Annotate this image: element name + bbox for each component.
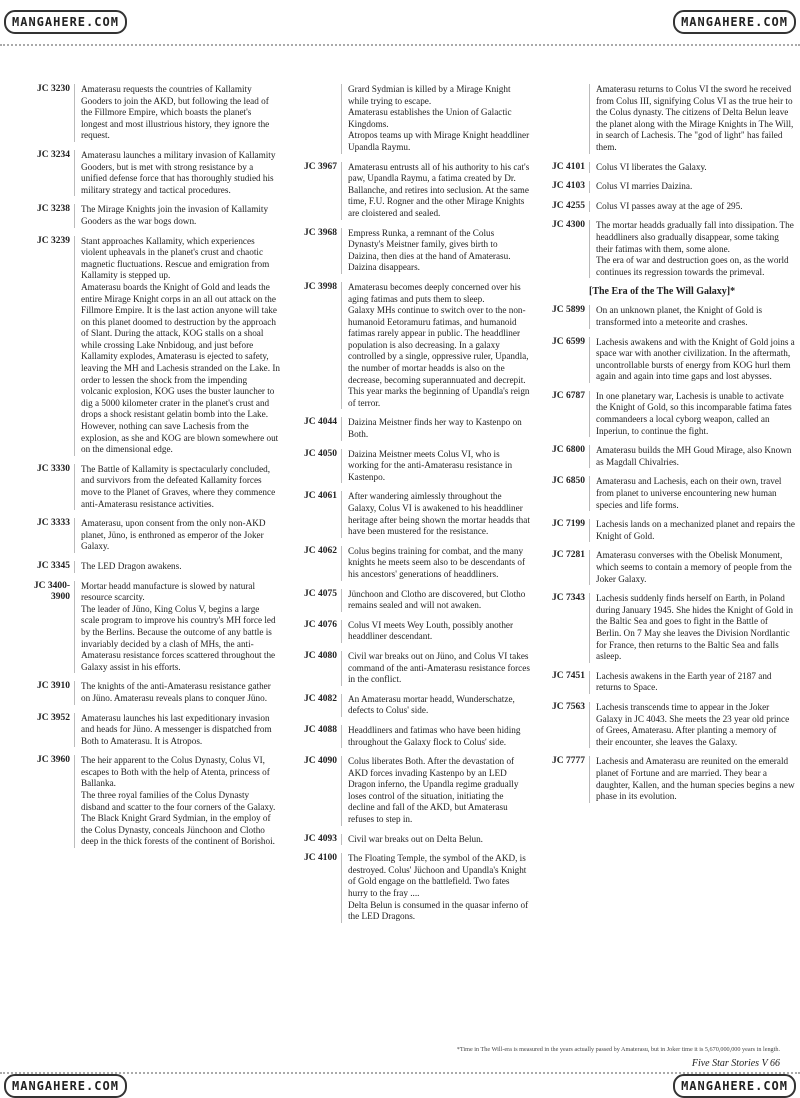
entry-text: The heir apparent to the Colus Dynasty, Colus VI, escapes to Both with the help of Atenta, princess of Ballanka. The three royal families of the Colus Dynasty disband and scatter to the four corners of the Galaxy. The Black Knight Grard Sydmian, in the employ of the Colus Dynasty, conceals Jünchoon and Clotho deep in the thick forests of the continent of Borishoi. — [74, 755, 280, 848]
entry-date: JC 6787 — [552, 390, 585, 401]
entry-date: JC 7199 — [552, 519, 585, 530]
entry-text: Mortar headd manufacture is slowed by natural resource scarcity. The leader of Jüno, King Colus V, begins a large scale program to improve his country's MH force led by the Berlins. Because the outcome of any battle is invariably decided by a clash of MHs, the anti-Amaterasu resistance forces scattered throughout the Galaxy assist in his efforts. — [74, 581, 280, 674]
entry-text: On an unknown planet, the Knight of Gold is transformed into a meteorite and crashes. — [589, 305, 795, 328]
entry-date: JC 4062 — [304, 545, 337, 556]
entry-text: Amaterasu launches his last expeditionary invasion and heads for Jüno. A messenger is dispatched from Both to Amaterasu. It is Atropos. — [74, 713, 280, 748]
timeline-entry — [533, 476, 795, 511]
entry-date: JC 3238 — [37, 204, 70, 215]
timeline-entry — [533, 519, 795, 542]
entry-text: Lachesis lands on a mechanized planet and repairs the Knight of Gold. — [589, 519, 795, 542]
entry-text: Amaterasu becomes deeply concerned over his aging fatimas and puts them to sleep. Galaxy MHs continue to switch over to the non-humanoid Eetoramuru fatimas, and humanoid fatimas rarely appear in public. The headdliner population is also decreasing. In a galaxy controlled by a single, oppressive ruler, Upandla, the number of mortar headds is also on the decrease, becoming superannuated and decrepit. This year marks the beginning of Upandla's reign of terror. — [341, 282, 530, 410]
entry-date: JC 3960 — [37, 755, 70, 766]
entry-date: JC 6850 — [552, 476, 585, 487]
timeline-entry — [18, 518, 280, 553]
timeline-entry — [18, 204, 280, 227]
timeline-entry — [285, 853, 530, 923]
entry-date: JC 7451 — [552, 670, 585, 681]
timeline-entry — [533, 220, 795, 278]
entry-date: JC 4103 — [552, 181, 585, 192]
timeline-entry — [285, 162, 530, 220]
entry-date: JC 4050 — [304, 448, 337, 459]
entry-date: JC 3230 — [37, 84, 70, 94]
entry-date: JC 3967 — [304, 161, 337, 172]
timeline-entry — [533, 162, 795, 174]
entry-text: Colus VI passes away at the age of 295. — [589, 201, 795, 213]
timeline-entry — [285, 620, 530, 643]
entry-date: JC 3333 — [37, 518, 70, 529]
timeline-entry — [533, 702, 795, 748]
entry-text: Lachesis and Amaterasu are reunited on the emerald planet of Fortune and are married. They bear a daughter, Kallen, and the human species begins a new phase in its evolution. — [589, 756, 795, 802]
top-divider — [0, 44, 800, 46]
footnote: *Time in The Will-era is measured in the years actually passed by Amaterasu, but in Joker time it is 5,670,000,000 years in length. — [456, 1046, 780, 1053]
entry-text: Amaterasu and Lachesis, each on their own, travel from planet to universe encountering new human species and life forms. — [589, 476, 795, 511]
entry-date: JC 4300 — [552, 220, 585, 231]
entry-text: Daizina Meistner finds her way to Kastenpo on Both. — [341, 417, 530, 440]
timeline-entry — [533, 181, 795, 193]
entry-date: JC 4076 — [304, 619, 337, 630]
timeline-entry — [285, 417, 530, 440]
timeline-column-2 — [285, 84, 530, 931]
entry-date: JC 4082 — [304, 693, 337, 704]
entry-date: JC 3952 — [37, 712, 70, 723]
entry-date: JC 3998 — [304, 281, 337, 292]
entry-date: JC 4255 — [552, 200, 585, 211]
timeline-entry — [18, 581, 280, 674]
timeline-entry — [285, 834, 530, 846]
entry-text: The Battle of Kallamity is spectacularly concluded, and survivors from the defeated Kallamity forces move to the Planet of Graves, where they commence anti-Amaterasu resistance activities. — [74, 464, 280, 510]
entry-text: The mortar headds gradually fall into dissipation. The headdliners also gradually disappear, some taking their fatimas with them, some alone. The era of war and destruction goes on, as the world continues its regression towards the primeval. — [589, 220, 795, 278]
timeline-entry — [18, 713, 280, 748]
watermark-top-left: MANGAHERE.COM — [4, 10, 127, 34]
entry-text: Stant approaches Kallamity, which experiences violent upheavals in the planet's crust and chaotic magnetic fluctuations. Rescue and emigration from Kallamity is stepped up. Amaterasu boards the Knight of Gold and leads the entire Mirage Knight corps in an all out attack on the Fillmore Empire. It is the last action anyone will take on this planet doomed to destruction by the approach of Slant. During the attack, KOG stalls on a shoal while crossing Lake Nnbidoug, and just before Kallamity explodes, Amaterasu is ejected to safety, leaving the MH and Lachesis stranded on the Lake. In order to lessen the shock from the impending volcanic explosion, KOG uses the buster launcher to dig a 5000 kilometer crater in the planet's crust and drops a shock resistant gelatin bomb into the Lake. However, nothing can save Lachesis from the explosion, as she and KOG are blown somewhere out on the dimensional edge. — [74, 236, 280, 456]
timeline-entry — [533, 391, 795, 437]
timeline-entry — [285, 546, 530, 581]
timeline-entry — [533, 671, 795, 694]
entry-date: JC 7343 — [552, 593, 585, 604]
entry-text: Lachesis awakens in the Earth year of 2187 and returns to Space. — [589, 671, 795, 694]
entry-date: JC 6599 — [552, 336, 585, 347]
timeline-entry — [285, 282, 530, 410]
entry-date: JC 4075 — [304, 588, 337, 599]
entry-text: After wandering aimlessly throughout the Galaxy, Colus VI is awakened to his headdliner heritage after being shown the mortar headds that have been mustered for the resistance. — [341, 491, 530, 537]
entry-text: Colus VI liberates the Galaxy. — [589, 162, 795, 174]
watermark-bottom-right: MANGAHERE.COM — [673, 1074, 796, 1098]
entry-date: JC 4101 — [552, 161, 585, 172]
entry-text: Daizina Meistner meets Colus VI, who is working for the anti-Amaterasu resistance in Kastenpo. — [341, 449, 530, 484]
entry-date: JC 3910 — [37, 681, 70, 692]
timeline-entry — [285, 491, 530, 537]
entry-text: Civil war breaks out on Jüno, and Colus VI takes command of the anti-Amaterasu resistance forces in the conflict. — [341, 651, 530, 686]
entry-text: The Floating Temple, the symbol of the AKD, is destroyed. Colus' Jüchoon and Upandla's Knight of Gold engage on the battlefield. Two fates hurry to the fray .... Delta Belun is consumed in the quasar inferno of the LED Dragons. — [341, 853, 530, 923]
timeline-entry — [533, 756, 795, 802]
entry-text: The LED Dragon awakens. — [74, 561, 280, 573]
entry-date: JC 3400- 3900 — [33, 580, 70, 603]
timeline-entry — [533, 445, 795, 468]
entry-text: Colus begins training for combat, and the many knights he meets seem also to be descendants of his ancestors' generations of headdliners. — [341, 546, 530, 581]
entry-text: Empress Runka, a remnant of the Colus Dynasty's Meistner family, gives birth to Daizina, then dies at the hand of Amaterasu. Daizina disappears. — [341, 228, 530, 274]
timeline-entry — [285, 228, 530, 274]
timeline-entry — [285, 756, 530, 826]
entry-date: JC 4088 — [304, 724, 337, 735]
timeline-entry — [533, 550, 795, 585]
entry-text: Amaterasu launches a military invasion of Kallamity Gooders, but is met with strong resistance by a unified defense force that has thoroughly studied his military strategy and tactical procedures. — [74, 150, 280, 196]
entry-text: Jünchoon and Clotho are discovered, but Clotho remains sealed and will not awaken. — [341, 589, 530, 612]
timeline-entry — [533, 201, 795, 213]
timeline-column-3 — [533, 84, 795, 811]
entry-date: JC 3234 — [37, 149, 70, 160]
entry-text: The knights of the anti-Amaterasu resistance gather on Jüno. Amaterasu reveals plans to conquer Jüno. — [74, 681, 280, 704]
entry-text: Civil war breaks out on Delta Belun. — [341, 834, 530, 846]
entry-date: JC 3239 — [37, 235, 70, 246]
entry-date: JC 6800 — [552, 445, 585, 456]
timeline-entry — [18, 236, 280, 456]
entry-text: Colus liberates Both. After the devastation of AKD forces invading Kastenpo by an LED Dragon inferno, the Upandla regime gradually loses control of the situation, initiating the decline and fall of the AKD, but Amaterasu refuses to step in. — [341, 756, 530, 826]
entry-date: JC 7563 — [552, 701, 585, 712]
era-heading: [The Era of the The Will Galaxy]* — [589, 286, 736, 298]
continued-entry: Amaterasu returns to Colus VI the sword he received from Colus III, signifying Colus VI as the true heir to the Colus dynasty. The citizens of Delta Belun leave the planet along with the Mirage Knights in The Will, in search of Lachesis. The "god of light" has failed them. — [589, 84, 795, 154]
page-number: Five Star Stories V 66 — [691, 1058, 780, 1069]
timeline-entry — [18, 681, 280, 704]
timeline-entry — [18, 464, 280, 510]
entry-date: JC 4080 — [304, 650, 337, 661]
entry-text: Colus VI meets Wey Louth, possibly another headdliner descendant. — [341, 620, 530, 643]
entry-text: Amaterasu, upon consent from the only non-AKD planet, Jüno, is enthroned as emperor of the Joker Galaxy. — [74, 518, 280, 553]
entry-date: JC 3345 — [37, 560, 70, 571]
timeline-entry — [18, 150, 280, 196]
timeline-entry — [285, 449, 530, 484]
watermark-top-right: MANGAHERE.COM — [673, 10, 796, 34]
entry-date: JC 3968 — [304, 227, 337, 238]
timeline-entry — [533, 337, 795, 383]
entry-text: Lachesis suddenly finds herself on Earth, in Poland during January 1945. She hides the Knight of Gold in the Baltic Sea and goes to fight in the Battle of Berlin. On 7 May she leaves the Division Nordlantic for France, then returns to the Baltic Sea and falls asleep. — [589, 593, 795, 663]
timeline-entry — [285, 589, 530, 612]
entry-text: Headdliners and fatimas who have been hiding throughout the Galaxy flock to Colus' side. — [341, 725, 530, 748]
timeline-entry — [285, 651, 530, 686]
timeline-entry — [285, 725, 530, 748]
entry-text: Amaterasu converses with the Obelisk Monument, which seems to contain a memory of people from the Joker Galaxy. — [589, 550, 795, 585]
timeline-entry — [533, 593, 795, 663]
entry-text: Amaterasu builds the MH Goud Mirage, also Known as Magdall Chivalries. — [589, 445, 795, 468]
entry-date: JC 7777 — [552, 756, 585, 767]
continued-entry: Grard Sydmian is killed by a Mirage Knight while trying to escape. Amaterasu establishes the Union of Galactic Kingdoms. Atropos teams up with Mirage Knight headdliner Upandla Raymu. — [341, 84, 530, 154]
timeline-entry — [18, 84, 280, 142]
entry-date: JC 4061 — [304, 491, 337, 502]
timeline-column-1 — [18, 84, 280, 856]
timeline-entry — [533, 305, 795, 328]
entry-date: JC 4093 — [304, 833, 337, 844]
entry-text: The Mirage Knights join the invasion of Kallamity Gooders as the war bogs down. — [74, 204, 280, 227]
timeline-entry — [18, 561, 280, 573]
entry-date: JC 4100 — [304, 853, 337, 864]
entry-date: JC 4044 — [304, 417, 337, 428]
entry-text: Colus VI marries Daizina. — [589, 181, 795, 193]
timeline-entry — [285, 694, 530, 717]
entry-text: Amaterasu requests the countries of Kallamity Gooders to join the AKD, but following the lead of the Fillmore Empire, which boasts the planet's longest and most illustrious history, they ignore the request. — [74, 84, 280, 142]
entry-text: Lachesis transcends time to appear in the Joker Galaxy in JC 4043. She meets the 23 year old prince of Grees, Amaterasu. After planting a memory of their encounter, she leaves the Galaxy. — [589, 702, 795, 748]
entry-text: Lachesis awakens and with the Knight of Gold joins a space war with another civilization. In the aftermath, uncontrollable bursts of energy from KOG hurl them again and again into time gaps and lost abysses. — [589, 337, 795, 383]
entry-date: JC 7281 — [552, 550, 585, 561]
watermark-bottom-left: MANGAHERE.COM — [4, 1074, 127, 1098]
entry-date: JC 5899 — [552, 305, 585, 316]
entry-text: An Amaterasu mortar headd, Wunderschatze, defects to Colus' side. — [341, 694, 530, 717]
entry-date: JC 4090 — [304, 756, 337, 767]
entry-text: In one planetary war, Lachesis is unable to activate the Knight of Gold, so this incomparable fatima fates commandeers a local cyborg weapon, called an Inperiun, to continue the fight. — [589, 391, 795, 437]
timeline-entry — [18, 755, 280, 848]
entry-text: Amaterasu entrusts all of his authority to his cat's paw, Upandla Raymu, a fatima created by Dr. Ballanche, and retires into seclusion. At the same time, F.U. Rogner and the other Mirage Knights are cloistered and sealed. — [341, 162, 530, 220]
entry-date: JC 3330 — [37, 463, 70, 474]
